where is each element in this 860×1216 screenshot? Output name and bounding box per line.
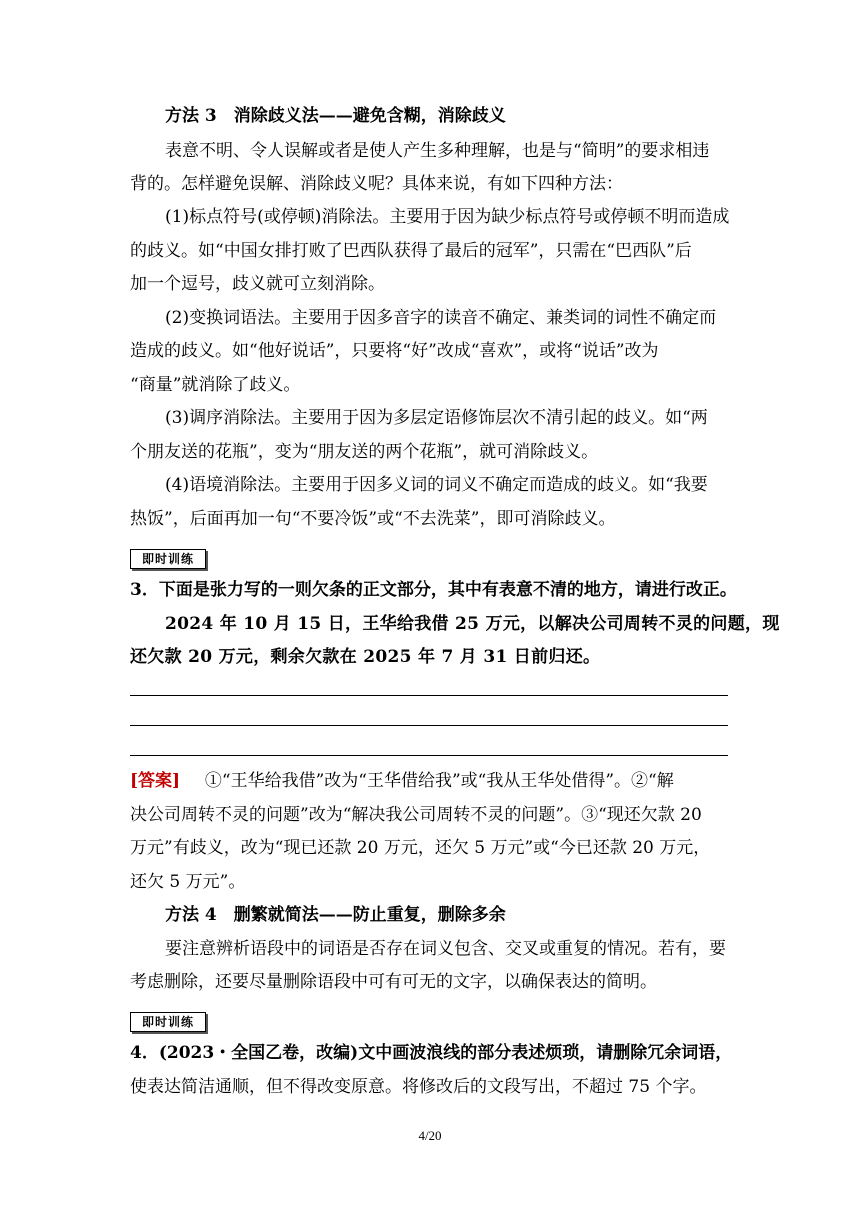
method4-body-line: 要注意辨析语段中的词语是否存在词义包含、交叉或重复的情况。若有，要 [165,939,726,959]
question4-stem-line: 使表达简洁通顺，但不得改变原意。将修改后的文段写出，不超过 75 个字。 [130,1077,707,1097]
method3-point4-line: 热饭”，后面再加一句“不要冷饭”或“不去洗菜”，即可消除歧义。 [130,509,616,529]
method3-point4-line: (4)语境消除法。主要用于因多义词的词义不确定而造成的歧义。如“我要 [165,475,708,495]
answer-line[interactable] [130,755,728,756]
training-tag: 即时训练 [130,1012,206,1032]
answer-text: ①“王华给我借”改为“王华借给我”或“我从王华处借得”。②“解 [204,771,674,791]
method3-point2-line: “商量”就消除了歧义。 [130,375,301,395]
answer-tag: [答案] [130,771,181,791]
question3-answer-line [130,769,730,793]
method3-heading: 方法 3 消除歧义法——避免含糊，消除歧义 [165,106,506,126]
method3-point3-line: (3)调序消除法。主要用于因为多层定语修饰层次不清引起的歧义。如“两 [165,408,708,428]
question3-answer-line: 万元”有歧义，改为“现已还款 20 万元，还欠 5 万元”或“今已还款 20 万元， [130,838,711,858]
method3-point2-line: 造成的歧义。如“他好说话”，只要将“好”改成“喜欢”，或将“说话”改为 [130,341,659,361]
question3-note-line: 还欠款 20 万元，剩余欠款在 2025 年 7 月 31 日前归还。 [130,647,601,667]
answer-line[interactable] [130,725,728,726]
training-tag: 即时训练 [130,549,206,569]
method3-intro-line: 表意不明、令人误解或者是使人产生多种理解，也是与“简明”的要求相违 [165,141,710,161]
method4-body-line: 考虑删除，还要尽量删除语段中可有可无的文字，以确保表达的简明。 [130,972,657,992]
method3-point1-line: 的歧义。如“中国女排打败了巴西队获得了最后的冠军”，只需在“巴西队”后 [130,241,692,261]
method3-intro-line: 背的。怎样避免误解、消除歧义呢？具体来说，有如下四种方法： [130,174,623,194]
method4-heading: 方法 4 删繁就简法——防止重复，删除多余 [165,905,506,925]
method3-point1-line: 加一个逗号，歧义就可立刻消除。 [130,274,385,294]
method3-point1-line: (1)标点符号(或停顿)消除法。主要用于因为缺少标点符号或停顿不明而造成 [165,207,730,227]
question3-note-line: 2024 年 10 月 15 日，王华给我借 25 万元，以解决公司周转不灵的问题，现 [165,614,780,634]
question4-stem-line: 4．(2023・全国乙卷，改编)文中画波浪线的部分表述烦琐，请删除冗余词语， [130,1043,733,1063]
answer-line[interactable] [130,695,728,696]
question3-answer-line: 还欠 5 万元”。 [130,872,246,892]
page-number: 4/20 [418,1128,442,1143]
question3-answer-line: 决公司周转不灵的问题”改为“解决我公司周转不灵的问题”。③“现还欠款 20 [130,805,702,825]
method3-point2-line: (2)变换词语法。主要用于因多音字的读音不确定、兼类词的词性不确定而 [165,308,717,328]
method3-point3-line: 个朋友送的花瓶”，变为“朋友送的两个花瓶”，就可消除歧义。 [130,442,599,462]
question3-stem: 3．下面是张力写的一则欠条的正文部分，其中有表意不清的地方，请进行改正。 [130,580,737,600]
